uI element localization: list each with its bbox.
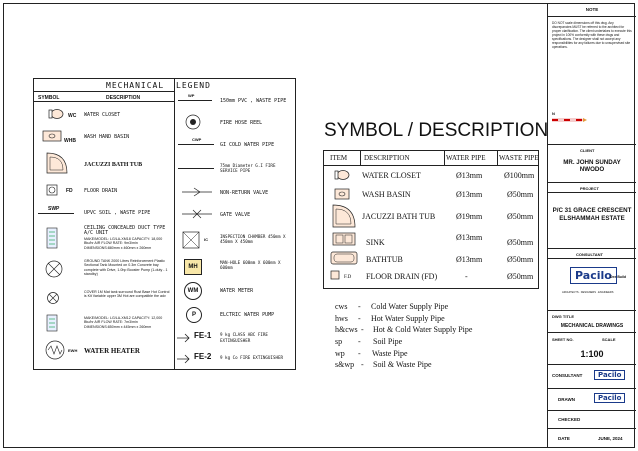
gate-valve-icon	[182, 209, 212, 219]
jacuzzi-icon	[332, 204, 356, 228]
consultant-logo-small: Pacilo	[594, 370, 625, 380]
non-return-valve-icon	[182, 187, 212, 197]
project-header: PROJECT	[548, 183, 636, 193]
col-waste-pipe: WASTE PIPE	[499, 154, 539, 162]
water-meter-icon: WM	[184, 282, 202, 300]
ac-unit-icon	[46, 314, 58, 332]
pump-icon: P	[186, 307, 202, 323]
valve-cross-icon	[46, 291, 60, 305]
legend-row-fire-service-pipe: 75mm Diameter G.I FIRE SERVICE PIPE	[174, 159, 295, 181]
consultant-box: Pacilo Dee Build ARCHITECTS . DESIGNERS . ENGINEERS	[548, 259, 636, 311]
legend-title-mechanical: MECHANICAL	[106, 81, 165, 90]
legend-row-ground-tank: GROUND TANK 2000 Litres Reinforcement Plastic Sectional Tank Mounted on 0.3m Concrete bay complete with Drive, 1.0hp Booster Pump (1-duty - 1 standby)	[34, 256, 173, 286]
dwg-title-box: DWG TITLE MECHANICAL DRAWINGS	[548, 311, 636, 333]
legend-row-water-heater: EWH WATER HEATER	[34, 336, 173, 366]
legend-row-cover: COVER 1M Mat tank surround Rust Base Hot Control is Kit Variable upper 3M Hot are compatible the adv	[34, 288, 173, 310]
jacuzzi-icon	[46, 152, 68, 174]
legend-row-gate-valve: GATE VALVE	[174, 205, 295, 225]
legend-row-ac-unit: CEILING CONCEALED DUCT TYPE A/C UNIT MAKE/MODEL: LG/LA-XM18 CAPACITY: 18,000 Btu/hr AIR FLOW RATE: 9m3/min DIMENSIONS:880mm x 460mm x 260mm	[34, 224, 173, 254]
legend-row-wp: WP 150mm PVC , WASTE PIPE	[174, 93, 295, 109]
legend-title-legend: LEGEND	[176, 81, 211, 90]
legend-row-fd: FD FLOOR DRAIN	[34, 180, 173, 200]
north-label: N	[552, 111, 555, 116]
note-header: NOTE	[548, 3, 636, 17]
consultant2-box: CONSULTANT Pacilo	[548, 365, 636, 389]
legend-row-mh: MH MAN-HOLE 600mm X 600mm X 600mm	[174, 256, 295, 278]
legend-row-pump: P ELCTRIC WATER PUMP	[174, 304, 295, 326]
date-box: DATE JUNE, 2024	[558, 436, 623, 441]
legend-row-nrv: NON-RETURN VALVE	[174, 183, 295, 203]
fire-extinguisher-icon	[176, 352, 190, 366]
col-item: ITEM	[330, 154, 348, 162]
legend-col-symbol: SYMBOL	[38, 95, 60, 101]
legend-row-fe1: FE-1 9 kg CLASS ABC FIRE EXTINGUISHER	[174, 328, 295, 348]
water-closet-icon	[48, 108, 64, 120]
project-box: P/C 31 GRACE CRESCENT ELSHAMMAH ESTATE	[548, 193, 636, 249]
legend-row-cwp: CWP GI COLD WATER PIPE	[174, 135, 295, 155]
legend-row-wm: WM WATER METER	[174, 280, 295, 302]
drawn-box: DRAWN Pacilo	[548, 389, 636, 411]
sink-icon	[332, 232, 356, 246]
water-closet-icon	[334, 169, 350, 181]
drawn-logo: Pacilo	[594, 393, 625, 403]
col-water-pipe: WATER PIPE	[446, 154, 486, 162]
water-heater-icon	[44, 339, 66, 361]
legend-row-whb: WHB WASH HAND BASIN	[34, 126, 173, 148]
mechanical-legend-panel	[33, 78, 296, 370]
floor-drain-icon	[330, 270, 340, 280]
manhole-icon: MH	[184, 259, 202, 275]
pipe-abbreviations: cws - Cold Water Supply Pipe hws - Hot Water Supply Pipe h&cws - Hot & Cold Water Supply Pipe sp - Soil Pipe wp - Waste Pipe s&wp - Soil & Waste Pipe	[335, 302, 473, 369]
floor-drain-icon	[46, 184, 58, 196]
fire-extinguisher-icon	[176, 331, 190, 345]
notes-panel: DO NOT scale dimensions off this dwg. Any discrepancies MUST be referred to the architect for proper clarification. The client undertakes to execute this project in 100% conformity with these dwgs and specifications. The designer shall not accept any responsibilities for any failures due to unsupervised site operations. N	[548, 17, 636, 145]
consultant-logo: Pacilo	[570, 267, 617, 284]
ground-tank-icon	[44, 259, 64, 279]
legend-row-swp: SWP UPVC SOIL , WASTE PIPE	[34, 202, 173, 222]
legend-row-fire-hose-reel: FIRE HOSE REEL	[174, 111, 295, 133]
legend-row-fe2: FE-2 9 kg Co FIRE EXTINGUISHER	[174, 349, 295, 369]
col-description: DESCRIPTION	[364, 154, 410, 162]
symbol-description-title: SYMBOL / DESCRIPTION	[324, 120, 549, 141]
symbol-description-table: ITEM DESCRIPTION WATER PIPE WASTE PIPE WATER CLOSET Ø13mm Ø100mm WASH BASIN Ø13mm Ø50mm JACUZZI BATH TUB Ø19mm Ø50mm SINK Ø13mm Ø50mm BATHTUB Ø13mm Ø50mm F.D FLOOR DRAIN (FD) - Ø50mm	[323, 150, 539, 289]
wash-hand-basin-icon	[42, 130, 62, 142]
fire-hose-reel-icon	[184, 113, 202, 131]
bathtub-icon	[330, 251, 358, 265]
wash-basin-icon	[334, 188, 350, 200]
legend-row-wc: WC WATER CLOSET	[34, 104, 173, 124]
legend-col-description: DESCRIPTION	[106, 95, 141, 101]
legend-row-jacuzzi: JACUZZI BATH TUB	[34, 150, 173, 178]
ac-unit-icon	[46, 227, 58, 249]
client-box: CLIENT MR. JOHN SUNDAY NWODO	[548, 145, 636, 183]
title-block	[547, 3, 636, 448]
scale-bar-icon	[552, 117, 588, 123]
checked-box: CHECKED	[548, 411, 636, 429]
legend-row-ic: IC INSPECTION CHAMBER 450mm X 450mm X 450mm	[174, 229, 295, 253]
legend-row-ac-unit-2: MAKE/MODEL: LG/LA-XM12 CAPACITY: 12,000 Btu/hr AIR FLOW RATE: 7m3/min DIMENSIONS:850mm x 445mm x 260mm	[34, 312, 173, 334]
consultant-header: CONSULTANT	[548, 249, 636, 259]
sheet-scale-box: SHEET NO. SCALE 1:100	[548, 333, 636, 365]
inspection-chamber-icon	[182, 231, 200, 249]
